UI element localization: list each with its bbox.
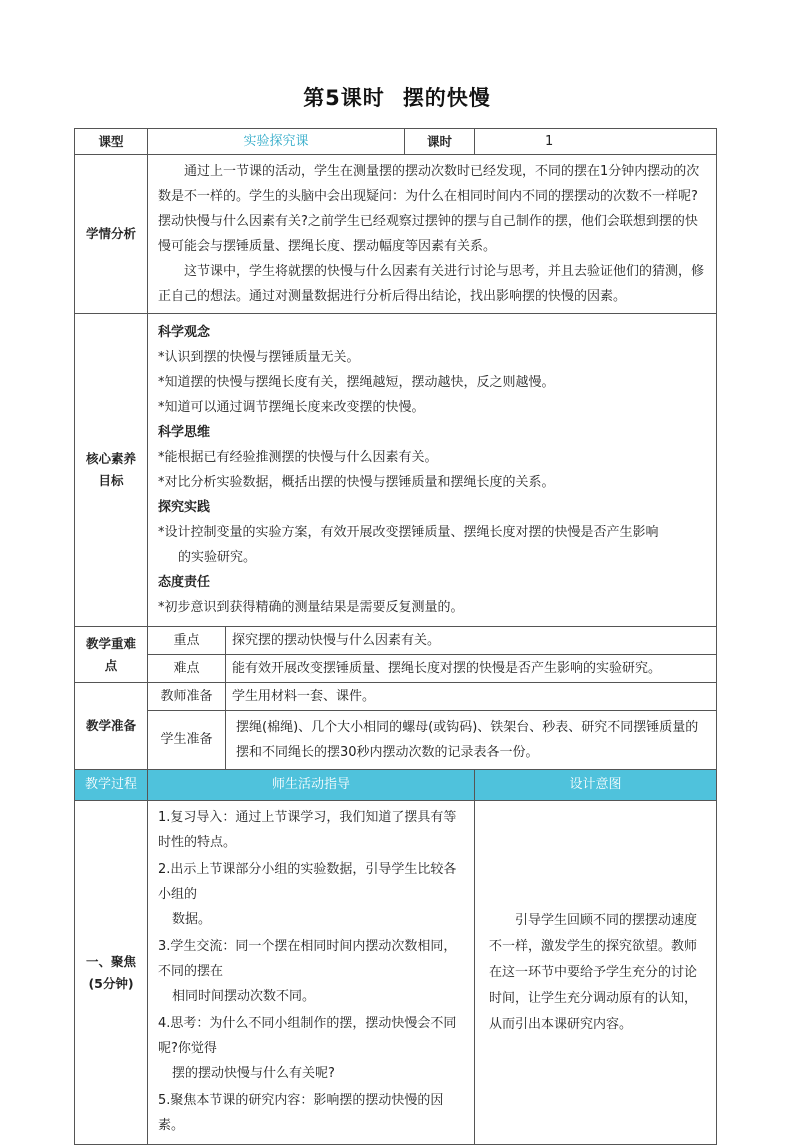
goal-section-scientific-concepts: 科学观念: [158, 325, 211, 340]
activity-step: 4.思考：为什么不同小组制作的摆，摆动快慢会不同呢?你觉得 摆的摆动快慢与什么有关呢?: [158, 1016, 457, 1081]
key-point-text: 探究摆的摆动快慢与什么因素有关。: [226, 627, 717, 655]
difficulty-text: 能有效开展改变摆锤质量、摆绳长度对摆的快慢是否产生影响的实验研究。: [226, 655, 717, 683]
design-intent-text: 引导学生回顾不同的摆摆动速度不一样，激发学生的探究欲望。教师在这一环节中要给予学生充分的讨论时间，让学生充分调动原有的认知，从而引出本课研究内容。: [489, 912, 698, 1032]
activity-step: 5.聚焦本节课的研究内容：影响摆的摆动快慢的因素。: [158, 1093, 444, 1133]
activity-step: 2.出示上节课部分小组的实验数据，引导学生比较各小组的 数据。: [158, 862, 457, 927]
situation-paragraph-2: 这节课中，学生将就摆的快慢与什么因素有关进行讨论与思考，并且去验证他们的猜测，修正自己的想法。通过对测量数据进行分析后得出结论，找出影响摆的快慢的因素。: [158, 264, 705, 304]
goal-item-continued: 的实验研究。: [178, 550, 257, 565]
lesson-type-value: 实验探究课: [148, 129, 405, 155]
row-lesson-type: [75, 129, 717, 155]
class-hours-label: 课时: [405, 129, 475, 155]
goal-item: *设计控制变量的实验方案，有效开展改变摆锤质量、摆绳长度对摆的快慢是否产生影响: [158, 525, 659, 540]
process-header-intent: 设计意图: [475, 770, 717, 801]
row-situation-analysis: [75, 155, 717, 314]
row-student-prep: [75, 711, 717, 770]
goals-label-line-1: 核心素养: [85, 451, 136, 466]
stage-activities: [148, 801, 475, 1145]
keypoints-label: 教学重难点: [75, 627, 148, 683]
goal-item: *对比分析实验数据，概括出摆的快慢与摆锤质量和摆绳长度的关系。: [158, 475, 555, 490]
goal-item: *知道摆的快慢与摆绳长度有关，摆绳越短，摆动越快，反之则越慢。: [158, 375, 555, 390]
activity-step: 3.学生交流：同一个摆在相同时间内摆动次数相同，不同的摆在 相同时间摆动次数不同。: [158, 939, 457, 1004]
activity-steps: [158, 805, 464, 1138]
process-header-stage: 教学过程: [75, 770, 148, 801]
row-difficulty: [75, 655, 717, 683]
row-teacher-prep: [75, 683, 717, 711]
lesson-topic: 摆的快慢: [402, 86, 491, 110]
activity-step: 1.复习导入：通过上节课学习，我们知道了摆具有等时性的特点。: [158, 810, 457, 850]
teacher-prep-text: 学生用材料一套、课件。: [226, 683, 717, 711]
lesson-plan-table: [74, 128, 717, 1145]
difficulty-label: 难点: [148, 655, 226, 683]
goal-section-attitude: 态度责任: [158, 575, 211, 590]
stage-design-intent: [475, 801, 717, 1145]
student-prep-label: 学生准备: [148, 711, 226, 770]
goal-item: *认识到摆的快慢与摆锤质量无关。: [158, 350, 360, 365]
situation-label: 学情分析: [75, 155, 148, 314]
stage-focus-label: [75, 801, 148, 1145]
stage-name: 一、聚焦: [85, 953, 136, 969]
student-prep-text: 摆绳(棉绳)、几个大小相同的螺母(或钩码)、铁架台、秒表、研究不同摆锤质量的摆和不同绳长的摆30秒内摆动次数的记录表各一份。: [226, 711, 717, 770]
goals-label-line-2: 目标: [98, 473, 124, 488]
teacher-prep-label: 教师准备: [148, 683, 226, 711]
goal-item: *初步意识到获得精确的测量结果是需要反复测量的。: [158, 600, 464, 615]
prep-label: 教学准备: [75, 683, 148, 770]
goal-section-inquiry-practice: 探究实践: [158, 500, 211, 515]
goals-label: [75, 314, 148, 627]
process-header-row: [75, 770, 717, 801]
class-hours-value: 1: [475, 129, 717, 155]
lesson-number: 第5课时: [303, 86, 385, 110]
goal-section-scientific-thinking: 科学思维: [158, 425, 211, 440]
page-title: [0, 82, 794, 112]
row-key-point: [75, 627, 717, 655]
goals-content: [148, 314, 717, 627]
lesson-type-label: 课型: [75, 129, 148, 155]
goal-item: *能根据已有经验推测摆的快慢与什么因素有关。: [158, 450, 438, 465]
key-point-label: 重点: [148, 627, 226, 655]
situation-content: [148, 155, 717, 314]
process-header-activities: 师生活动指导: [148, 770, 475, 801]
row-core-goals: [75, 314, 717, 627]
row-stage-focus: [75, 801, 717, 1145]
goal-item: *知道可以通过调节摆绳长度来改变摆的快慢。: [158, 400, 425, 415]
stage-duration: (5分钟): [88, 975, 134, 991]
situation-paragraph-1: 通过上一节课的活动，学生在测量摆的摆动次数时已经发现，不同的摆在1分钟内摆动的次数是不一样的。学生的头脑中会出现疑问：为什么在相同时间内不同的摆摆动的次数不一样呢?摆动快慢与什么因素有关?之前学生已经观察过摆钟的摆与自己制作的摆，他们会联想到摆的快慢可能会与摆锤质量、摆绳长度、摆动幅度等因素有关系。: [158, 164, 700, 254]
